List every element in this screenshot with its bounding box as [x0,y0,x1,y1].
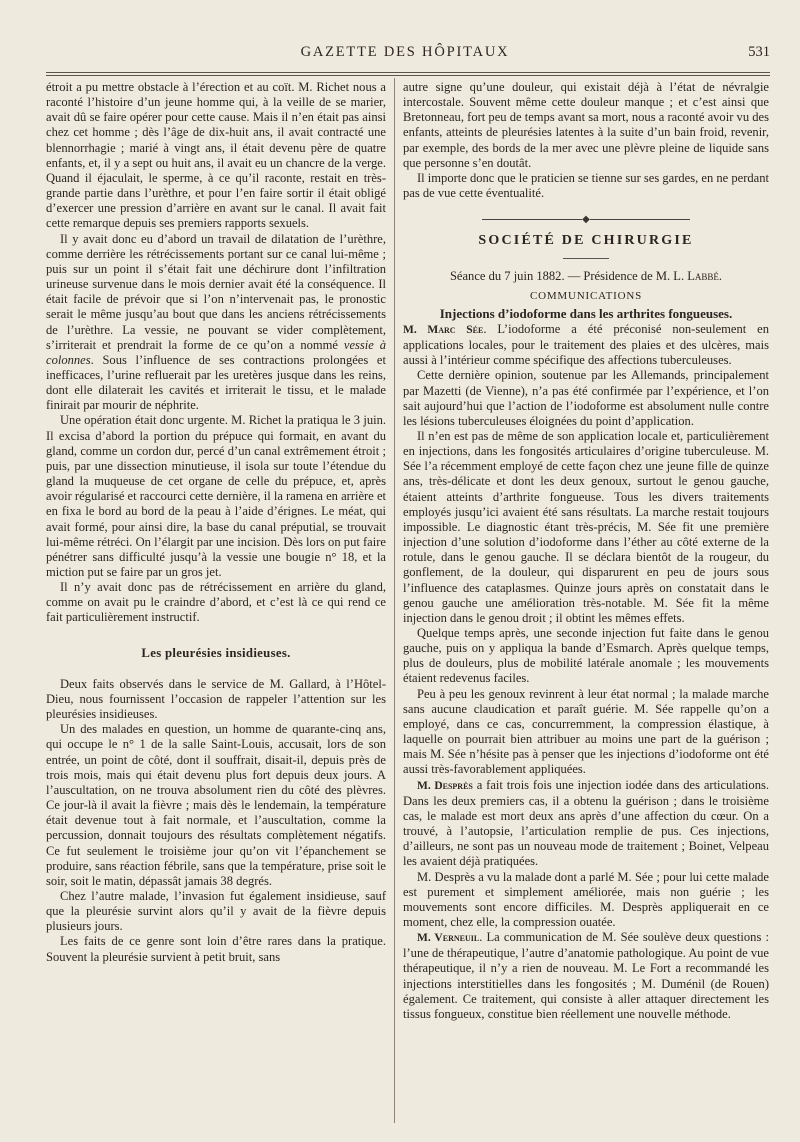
paragraph: Quelque temps après, une seconde injection fut faite dans le genou gauche, puis on y appliqua la bande d’Esmarch. Après quelque temps, plus de douleurs, plus de mobilité latérale anomale ; les mouvements étaient redevenus faciles. [403,626,769,686]
paragraph [46,232,386,414]
paragraph: Chez l’autre malade, l’invasion fut également insidieuse, sauf que la pleurésie survint alors qu’il y avait de la fièvre depuis plusieurs jours. [46,888,386,934]
italic-term: vessie à colonnes [46,337,386,367]
ornament-rule [590,219,690,220]
section-ornament: ◆ [403,215,769,225]
page-number: 531 [748,44,770,60]
paragraph: étroit a pu mettre obstacle à l’érection et au coït. M. Richet nous a raconté l’histoire d’un jeune homme qui, à la veille de se marier, avait dû se faire opérer pour cette cause. Mais il n’en était pas ainsi chez cet homme ; dès l’âge de dix-huit ans, il avait contracté une blennorrhagie ; marié à vingt ans, il était devenu père de quatre enfants, et, il y a sept ou huit ans, il avait eu un chancre de la verge. Quand il éjaculait, le sperme, à ce qu’il raconte, restait en très-grande partie dans l’urèthre, et pour l’en faire sortir il était obligé d’exercer une pression d’arrière en avant sur le canal. Il avait fait cette remarque depuis ses premiers rapports sexuels. [46,80,386,231]
paragraph: Une opération était donc urgente. M. Richet la pratiqua le 3 juin. Il excisa d’abord la portion du prépuce qui formait, en avant du gland, comme un cordon dur, percé d’un canal extrêmement étroit ; puis, par une dissection minutieuse, il isola sur toute l’étendue du gland la muqueuse de cet organe de celle du prépuce, et, après avoir régularisé et raccourci cette dernière, il la ramena en arrière et en fixa le bord au bord de la peau à l’aide d’érignes. Le méat, qui avait formé, pour ainsi dire, la base du canal préputial, se trouvait lui-même rétréci. On l’élargit par une incision. Dès lors on put faire pénétrer sans difficulté jusqu’à la vessie une bougie n° 18, et la miction put se faire par un gros jet. [46,413,386,579]
article-title: Injections d’iodoforme dans les arthrites fongueuses. [439,305,733,321]
text-run: Il y avait donc eu d’abord un travail de dilatation de l’urèthre, comme derrière les rétrécissements portant sur ce canal lui-même ; puis sur un point il s’était fait une déchirure dont l’infiltration urineuse survenue dans le mois dernier avait été la conséquence. Il était facile de prévoir que si l’on n’intervenait pas, le pronostic serait le même jusqu’au bout que dans les anciens rétrécissements de l’urèthre. La vessie, ne pouvant se vider complètement, s’irriterait et prendrait la forme de ce qu’on a nommé [46,231,386,352]
paragraph [403,322,769,368]
speaker-name: M. Verneuil [417,932,480,945]
paragraph: Il n’y avait donc pas de rétrécissement en arrière du gland, comme on avait pu le craindre d’abord, et c’est là ce qui rend ce fait particulièrement instructif. [46,580,386,625]
paragraph: Peu à peu les genoux revinrent à leur état normal ; la malade marche sans aucune claudication et paraît guérie. M. Sée rappelle qu’on a employé, dans ce cas, concurremment, la compression élastique, à laquelle on pourrait bien attribuer au moins une part de la guérison ; mais M. Sée n’hésite pas à penser que les injections d’iodoforme ont été aussi très-favorablement appliquées. [403,686,769,777]
text-run: a fait trois fois une injection iodée dans des articulations. Dans les deux premiers cas, il a obtenu la guérison ; dans le troisième cas, le malade est mort deux ans après d’une affection du cœur. On a trouvé, à l’autopsie, l’articulation remplie de pus. Ces injections, d’ailleurs, ne sont pas un nouveau mode de traitement ; Boinet, Velpeau les avaient déjà pratiquées. [403,777,769,869]
session-president: Labbé [687,269,719,284]
column-divider [394,78,395,1123]
left-column [46,80,386,965]
running-head [40,44,770,64]
short-rule [563,258,609,259]
paragraph [403,930,769,1022]
journal-title: GAZETTE DES HÔPITAUX [300,44,510,60]
right-column [403,80,769,1022]
paragraph: Il importe donc que le praticien se tienne sur ses gardes, en ne perdant pas de vue cette éventualité. [403,170,769,201]
section-title: SOCIÉTÉ DE CHIRURGIE [478,233,694,249]
paragraph: Il n’en est pas de même de son application locale et, particulièrement en injections, dans les fongosités articulaires d’origine tuberculeuse. M. Sée l’a récemment employé de cette façon chez une jeune fille de quinze ans, très-délicate et dont les deux genoux, surtout le genou gauche, étaient atteints d’arthrite fongueuse. Tous les divers traitements employés jusqu’ici avaient été sans résultats. La marche restait toujours impossible. Le diagnostic étant très-précis, M. Sée fit une première injection d’une solution d’iodoforme dans l’éther au côté externe de la rotule, dans le genou gauche. Il se déclara bientôt de la rougeur, du gonflement, de la douleur, qui disparurent en peu de jours sous l’influence des cataplasmes. Quinze jours après on constatait dans le genou gauche une amélioration très-notable. M. Sée fit la même injection dans le genou droit ; il obtint les mêmes effets. [403,428,769,625]
session-end: . [718,269,723,284]
session-text: Séance du 7 juin 1882. — Présidence de M. L. [449,269,688,284]
header-double-rule [46,72,770,76]
paragraph: M. Desprès a vu la malade dont a parlé M. Sée ; pour lui cette malade est purement et simplement améliorée, mais non guérie ; les mouvements sont encore difficiles. M. Desprès appliquerait en ce moment, chez elle, la compression ouatée. [403,869,769,929]
paragraph: Les faits de ce genre sont loin d’être rares dans la pratique. Souvent la pleurésie survient à petit bruit, sans [46,934,386,964]
paragraph: Cette dernière opinion, soutenue par les Allemands, principalement par Mazetti (de Vienne), n’a pas été confirmée par l’expérience, et l’on sait aujourd’hui que l’action de l’iodoforme est absolument nulle contre les lésions tuberculeuses éloignées du point d’application. [403,368,769,428]
paragraph: Deux faits observés dans le service de M. Gallard, à l’Hôtel-Dieu, nous fournissent l’occasion de rappeler l’attention sur les pleurésies insidieuses. [46,676,386,722]
session-line [403,269,769,284]
speaker-name: M. Marc Sée [403,323,484,336]
ornament-rule [482,219,582,220]
paragraph: Un des malades en question, un homme de quarante-cinq ans, qui occupe le n° 1 de la salle Saint-Louis, accusait, lors de son entrée, un point de côté, dont il souffrait, disait-il, depuis près de trois mois, mais qui était devenu plus fort depuis deux jours. A l’auscultation, on ne trouva absolument rien du côté des plèvres. Ce jour-là il avait la fièvre ; mais dès le lendemain, la température était devenue tout à fait normale, et l’auscultation, comme la percussion, donnait toujours des résultats complètement négatifs. Ce fut seulement le troisième jour qu’on vit l’épanchement se produire, sans réaction fébrile, sans que la température, prise soit le soir, soit le matin, dépassât jamais 38 degrés. [46,722,386,888]
paragraph [403,778,769,870]
text-run: . Sous l’influence de ses contractions prolongées et inefficaces, l’urine refluerait par les uretères jusque dans les reins, dont elle dilaterait les cavités et irriterait le tissu, et le malade finirait par mourir de néphrite. [46,352,386,413]
communications-heading: COMMUNICATIONS [529,289,643,302]
text-run: . L’iodoforme a été préconisé non-seulement en applications locales, pour le traitement des plaies et des ulcères, mais aussi à l’intérieur comme spécifique des affections tuberculeuses. [403,321,769,368]
paragraph: autre signe qu’une douleur, qui existait déjà à l’état de névralgie intercostale. Souvent même cette douleur manque ; et c’est ainsi que Bretonneau, fort peu de temps avant sa mort, nous a raconté avoir vu des enfants, atteints de pleurésies latentes à la suite d’un bain froid, revenir, par exemple, des bords de la mer avec une plèvre pleine de liquide sans que personne s’en doutât. [403,80,769,170]
speaker-name: M. Desprès [417,779,473,792]
text-run: . La communication de M. Sée soulève deux questions : l’une de thérapeutique, l’autre d’anatomie pathologique. Au point de vue thérapeutique, il n’y a rien de nouveau. M. Le Fort a recommandé les injections interstitielles dans les fongosités ; M. Duménil (de Rouen) également. Ce traitement, qui consiste à aller attaquer directement les tissus fongueux, constitue bien réellement une nouvelle méthode. [403,930,769,1021]
subheading: Les pleurésies insidieuses. [141,645,291,660]
